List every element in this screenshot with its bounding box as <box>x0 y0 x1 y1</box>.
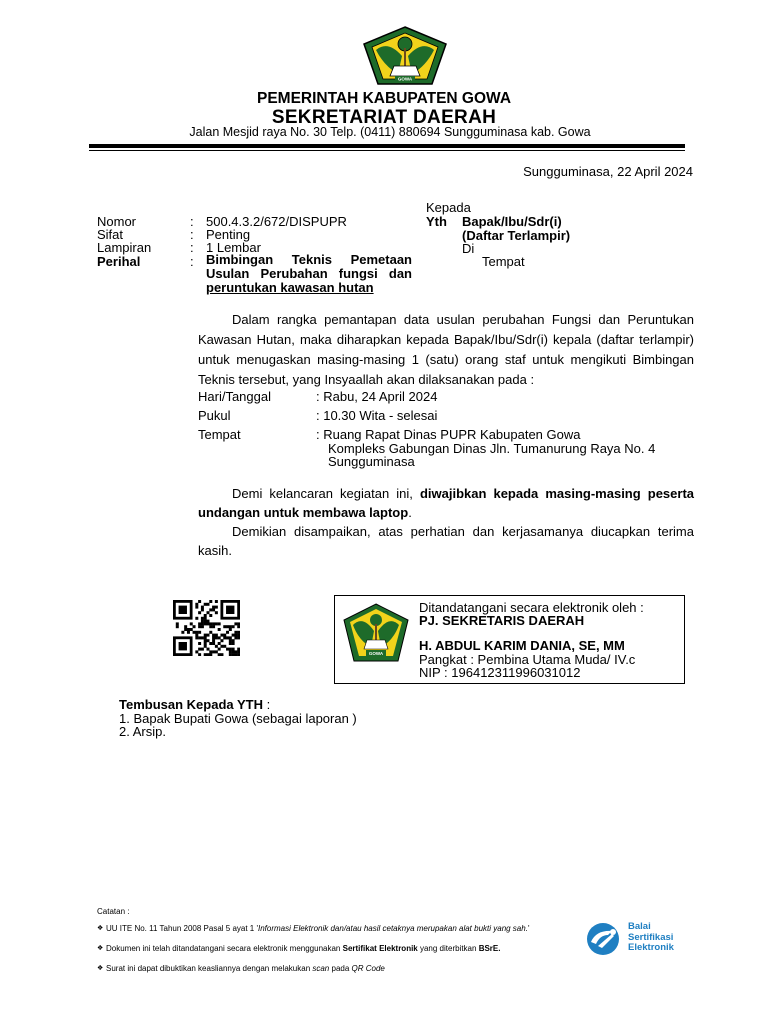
logo-gowa-text: GOWA <box>368 651 384 656</box>
footer-note-1 <box>97 924 566 935</box>
nomor-value: 500.4.3.2/672/DISPUPR <box>206 214 347 229</box>
lampiran-label: Lampiran <box>97 240 152 255</box>
hari-value: : Rabu, 24 April 2024 <box>316 389 438 404</box>
note3-italic: scan <box>312 964 330 973</box>
footer-note-2 <box>97 944 566 955</box>
government-name: PEMERINTAH KABUPATEN GOWA <box>256 90 512 107</box>
tempat-label: Tempat <box>198 427 241 442</box>
pukul-value: : 10.30 Wita - selesai <box>316 408 438 423</box>
bsre-logo-icon <box>584 922 624 956</box>
pukul-label: Pukul <box>198 408 231 423</box>
tembusan-title-colon: : <box>263 697 271 712</box>
perihal-colon: : <box>190 254 194 269</box>
signer-nip: NIP : 196412311996031012 <box>419 665 581 680</box>
note2-mid: yang diterbitkan <box>417 944 479 953</box>
tembusan-title <box>119 697 270 712</box>
recipient-tempat: Tempat <box>482 254 525 269</box>
kepada-label: Kepada <box>426 200 471 215</box>
tempat-value-line2: Kompleks Gabungan Dinas Jln. Tumanurung Raya No. 4 <box>328 441 656 456</box>
catatan-label: Catatan : <box>97 907 130 916</box>
hari-label: Hari/Tanggal <box>198 389 271 404</box>
svg-text:GOWA: GOWA <box>397 76 413 82</box>
tempat-value-line3: Sungguminasa <box>328 454 415 469</box>
note1-italic: Informasi Elektronik dan/atau hasil cetaknya merupakan alat bukti yang sah. <box>258 924 528 933</box>
lampiran-colon: : <box>190 240 194 255</box>
note3-italic2: QR Code <box>351 964 385 973</box>
note3-mid: pada <box>329 964 352 973</box>
body-paragraph-2 <box>198 484 694 522</box>
yth-label: Yth <box>426 214 447 229</box>
place-date: Sungguminasa, 22 April 2024 <box>523 164 693 179</box>
office-name: SEKRETARIAT DAERAH <box>271 107 497 128</box>
sifat-colon: : <box>190 227 194 242</box>
footer-note-3 <box>97 964 566 975</box>
signer-position: PJ. SEKRETARIS DAERAH <box>419 613 585 628</box>
note2-bold: Sertifikat Elektronik <box>342 944 418 953</box>
signature-crest-logo <box>343 603 409 663</box>
qr-code[interactable] <box>173 600 240 656</box>
nomor-label: Nomor <box>97 214 137 229</box>
tembusan-title-text: Tembusan Kepada YTH <box>119 697 263 712</box>
bsre-line-3: Elektronik <box>628 942 674 953</box>
bullet-icon: ❖ <box>97 925 104 932</box>
tembusan-item-1: 1. Bapak Bupati Gowa (sebagai laporan ) <box>119 711 357 726</box>
recipient-line2: (Daftar Terlampir) <box>462 228 571 243</box>
body-paragraph-3: Demikian disampaikan, atas perhatian dan kerjasamanya diucapkan terima kasih. <box>198 524 694 558</box>
p2-end: . <box>408 505 412 520</box>
kabupaten-gowa-crest-logo <box>362 26 448 88</box>
tempat-value-line1: : Ruang Rapat Dinas PUPR Kabupaten Gowa <box>316 427 581 442</box>
tembusan-item-2: 2. Arsip. <box>119 724 166 739</box>
recipient-di: Di <box>462 241 475 256</box>
p2-bold: diwajibkan kepada masing-masing peserta undangan untuk membawa laptop <box>198 486 694 520</box>
sifat-label: Sifat <box>97 227 124 242</box>
bullet-icon: ❖ <box>97 965 104 972</box>
perihal-label: Perihal <box>97 254 141 269</box>
perihal-value <box>206 253 412 295</box>
signer-rank: Pangkat : Pembina Utama Muda/ IV.c <box>419 652 636 667</box>
office-address: Jalan Mesjid raya No. 30 Telp. (0411) 880694 Sungguminasa kab. Gowa <box>189 125 591 139</box>
bsre-line-1: Balai <box>628 921 651 932</box>
perihal-line2: peruntukan kawasan hutan <box>206 280 374 295</box>
bullet-icon: ❖ <box>97 945 104 952</box>
note2-start: Dokumen ini telah ditandatangani secara elektronik menggunakan <box>106 944 343 953</box>
nomor-colon: : <box>190 214 194 229</box>
body-paragraph-1: Dalam rangka pemantapan data usulan perubahan Fungsi dan Peruntukan Kawasan Hutan, maka diharapkan kepada Bapak/Ibu/Sdr(i) kepala (daftar terlampir) untuk menugaskan masing-masing 1 (satu) orang staf untuk mengikuti Bimbingan Teknis tersebut, yang Insyaallah akan dilaksanakan pada : <box>198 312 694 387</box>
signer-name: H. ABDUL KARIM DANIA, SE, MM <box>419 638 625 653</box>
lampiran-value: 1 Lembar <box>206 240 261 255</box>
note1-end: ' <box>527 924 530 933</box>
letterhead-rule-thin <box>89 150 685 151</box>
letterhead-rule-thick <box>89 144 685 148</box>
bsre-logo-text <box>628 922 698 954</box>
p2-start: Demi kelancaran kegiatan ini, <box>232 486 420 501</box>
note3-start: Surat ini dapat dibuktikan keasliannya dengan melakukan <box>106 964 313 973</box>
perihal-line1: Bimbingan Teknis Pemetaan Usulan Perubahan fungsi dan <box>206 252 412 281</box>
note1-start: UU ITE No. 11 Tahun 2008 Pasal 5 ayat 1 ' <box>106 924 258 933</box>
sifat-value: Penting <box>206 227 251 242</box>
note2-bold2: BSrE. <box>478 944 501 953</box>
recipient-line1: Bapak/Ibu/Sdr(i) <box>462 214 562 229</box>
signed-electronically-label: Ditandatangani secara elektronik oleh : <box>419 600 644 615</box>
bsre-line-2: Sertifikasi <box>628 931 674 943</box>
